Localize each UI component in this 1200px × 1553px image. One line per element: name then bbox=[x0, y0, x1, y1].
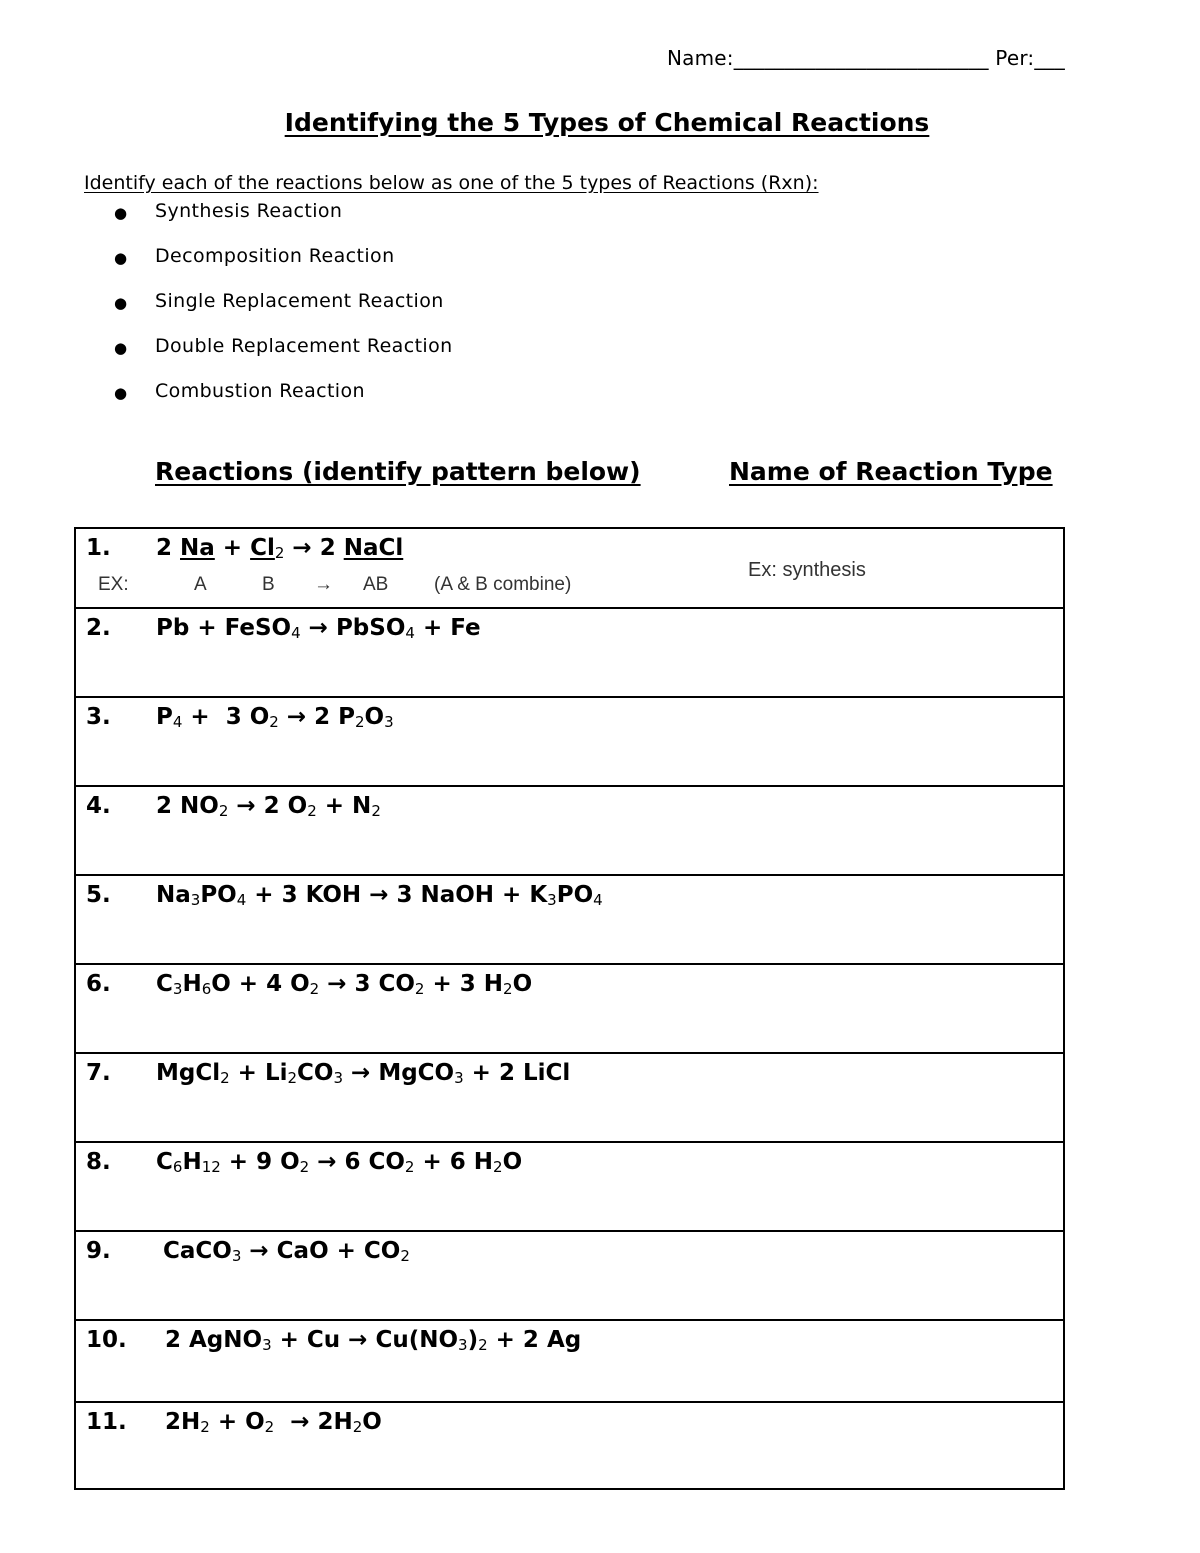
table-row[interactable] bbox=[76, 698, 1063, 787]
reaction-equation: 2 AgNO$_3$ + $Cu \to Cu(NO_3)_2 + 2$ Ag bbox=[165, 1327, 582, 1354]
bullet-icon: ● bbox=[114, 294, 128, 312]
reaction-type-label: Single Replacement Reaction bbox=[155, 290, 444, 312]
reaction-types-list bbox=[114, 200, 453, 425]
list-item bbox=[114, 245, 453, 290]
reaction-type-label: Combustion Reaction bbox=[155, 380, 365, 402]
pattern-a: A bbox=[194, 574, 207, 595]
reaction-equation: $2H_2 + O_2 \to 2H_2O$ bbox=[165, 1409, 382, 1436]
reaction-equation: Pb + FeSO$_4$ → PbSO$_4$ + Fe bbox=[156, 615, 481, 642]
reaction-number: 7. bbox=[86, 1060, 111, 1086]
list-item bbox=[114, 200, 453, 245]
worksheet-title: Identifying the 5 Types of Chemical Reactions bbox=[284, 108, 930, 137]
reaction-equation: CaCO$_3$ → CaO + $CO_2$ bbox=[163, 1238, 410, 1265]
instructions: Identify each of the reactions below as one of the 5 types of Reactions (Rxn): bbox=[84, 172, 819, 194]
column-header-reactions: Reactions (identify pattern below) bbox=[155, 457, 641, 486]
reaction-type-label: Synthesis Reaction bbox=[155, 200, 343, 222]
reaction-number: 4. bbox=[86, 793, 111, 819]
reaction-number: 9. bbox=[86, 1238, 111, 1264]
table-row[interactable] bbox=[76, 1232, 1063, 1321]
reaction-number: 6. bbox=[86, 971, 111, 997]
reaction-number: 8. bbox=[86, 1149, 111, 1175]
reaction-equation: MgCl$_2$ + $Li_2CO_3$ → MgCO$_3$ + 2 LiCl bbox=[156, 1060, 571, 1087]
reaction-number: 11. bbox=[86, 1409, 127, 1435]
list-item bbox=[114, 380, 453, 425]
example-answer: Ex: synthesis bbox=[748, 559, 866, 581]
pattern-arrow: → bbox=[314, 574, 333, 595]
table-row[interactable] bbox=[76, 1321, 1063, 1403]
reaction-type-label: Decomposition Reaction bbox=[155, 245, 395, 267]
table-row[interactable] bbox=[76, 1054, 1063, 1143]
reaction-number: 2. bbox=[86, 615, 111, 641]
table-row bbox=[76, 529, 1063, 609]
reaction-equation: $C_6H_{12} + 9$ $O_2 \to 6$ $CO_2 + 6$ $H_2O$ bbox=[156, 1149, 523, 1176]
reaction-type-label: Double Replacement Reaction bbox=[155, 335, 453, 357]
name-period-field[interactable]: Name:_________________________ Per:___ bbox=[667, 46, 1065, 70]
reaction-number: 5. bbox=[86, 882, 111, 908]
table-row[interactable] bbox=[76, 965, 1063, 1054]
reaction-equation: 2 $Na + Cl_2 \to 2$ NaCl bbox=[156, 535, 404, 562]
pattern-ab: AB bbox=[363, 574, 389, 595]
table-row[interactable] bbox=[76, 609, 1063, 698]
table-row[interactable] bbox=[76, 787, 1063, 876]
reaction-equation: 2 $NO_2 \to 2$ $O_2 + N_2$ bbox=[156, 793, 381, 820]
list-item bbox=[114, 335, 453, 380]
table-row[interactable] bbox=[76, 1403, 1063, 1488]
column-header-reaction-type: Name of Reaction Type bbox=[729, 457, 1053, 486]
reaction-number: 3. bbox=[86, 704, 111, 730]
reaction-number: 1. bbox=[86, 535, 111, 561]
list-item bbox=[114, 290, 453, 335]
bullet-icon: ● bbox=[114, 384, 128, 402]
table-row[interactable] bbox=[76, 876, 1063, 965]
pattern-note: (A & B combine) bbox=[434, 574, 572, 595]
pattern-b: B bbox=[262, 574, 275, 595]
table-row[interactable] bbox=[76, 1143, 1063, 1232]
reactions-table bbox=[74, 527, 1065, 1490]
reaction-number: 10. bbox=[86, 1327, 127, 1353]
bullet-icon: ● bbox=[114, 339, 128, 357]
reaction-equation: $P_4 + 3$ $O_2 \to 2$ $P_2O_3$ bbox=[156, 704, 394, 731]
reaction-equation: $Na_3PO_4 + 3$ KOH → 3 NaOH + $K_3PO_4$ bbox=[156, 882, 603, 909]
reaction-equation: $C_3H_6O + 4$ $O_2 \to 3$ $CO_2 + 3$ $H_2O$ bbox=[156, 971, 533, 998]
bullet-icon: ● bbox=[114, 249, 128, 267]
bullet-icon: ● bbox=[114, 204, 128, 222]
example-label: EX: bbox=[98, 574, 129, 595]
